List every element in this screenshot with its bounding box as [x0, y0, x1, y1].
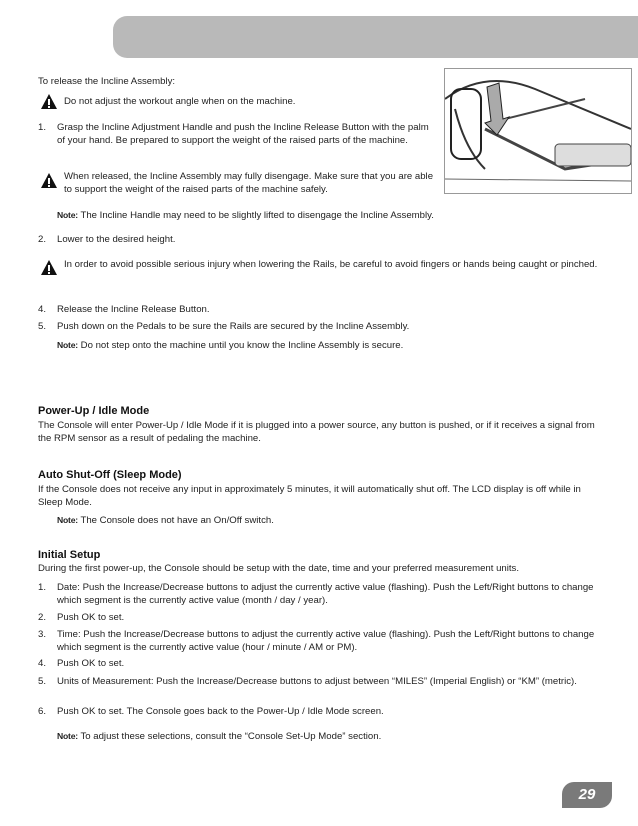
section-heading-initial-setup: Initial Setup	[38, 549, 101, 561]
note-2	[57, 339, 597, 353]
warning-text-3: In order to avoid possible serious injury when lowering the Rails, be careful to avoid fingers or hands being caught or pinched.	[64, 259, 598, 270]
list-item-text: Units of Measurement: Push the Increase/Decrease buttons to adjust between “MILES” (Imperial English) or “KM” (metric).	[57, 676, 577, 687]
note-text: The Console does not have an On/Off switch.	[80, 515, 274, 526]
section-heading-power-up: Power-Up / Idle Mode	[38, 405, 150, 417]
list-item-text: Date: Push the Increase/Decrease buttons to adjust the currently active value (flashing). Push the Left/Right buttons to change which segment is the currently active value (month / day / year).	[57, 582, 594, 606]
step-text: Grasp the Incline Adjustment Handle and push the Incline Release Button with the palm of your hand. Be prepared to support the weight of the raised parts of the machine.	[57, 122, 429, 146]
list-item-text: Push OK to set.	[57, 612, 125, 623]
warning-text-1: Do not adjust the workout angle when on the machine.	[64, 96, 296, 107]
list-item-text: Push OK to set.	[57, 658, 125, 669]
setup-note	[57, 730, 597, 744]
list-item-text: Push OK to set. The Console goes back to the Power-Up / Idle Mode screen.	[57, 706, 384, 717]
step-text: Lower to the desired height.	[57, 234, 176, 245]
note-1	[57, 209, 577, 223]
note-text: Do not step onto the machine until you know the Incline Assembly is secure.	[80, 340, 404, 351]
step-number: 5.	[38, 321, 47, 332]
list-item-text: Time: Push the Increase/Decrease buttons to adjust the currently active value (flashing). Push the Left/Right buttons to change which segment is the currently active value (hour / minute / AM or PM).	[57, 629, 595, 653]
note-text: The Incline Handle may need to be slightly lifted to disengage the Incline Assembly.	[80, 210, 434, 221]
list-item-number: 6.	[38, 706, 47, 717]
list-item-number: 1.	[38, 582, 47, 593]
incline-assembly-illustration	[444, 68, 632, 194]
step-number: 1.	[38, 122, 47, 133]
step-text: Release the Incline Release Button.	[57, 304, 210, 315]
list-item-number: 5.	[38, 676, 47, 687]
note-label: Note:	[57, 210, 78, 220]
note-label: Note:	[57, 340, 78, 350]
step-number: 4.	[38, 304, 47, 315]
step-number: 2.	[38, 234, 47, 245]
note-label: Note:	[57, 731, 78, 741]
warning-icon	[40, 172, 58, 189]
note-label: Note:	[57, 515, 78, 525]
setup-intro: During the first power-up, the Console should be setup with the date, time and your preferred measurement units.	[38, 563, 520, 574]
note-text: To adjust these selections, consult the “Console Set-Up Mode” section.	[80, 731, 382, 742]
list-item-number: 4.	[38, 658, 47, 669]
warning-icon	[40, 93, 58, 110]
warning-text-2: When released, the Incline Assembly may fully disengage. Make sure that you are able to support the weight of the raised parts of the machine safely.	[64, 171, 434, 195]
power-up-body: The Console will enter Power-Up / Idle Mode if it is plugged into a power source, any button is pushed, or if it receives a signal from the RPM sensor as a result of pedaling the machine.	[38, 420, 595, 444]
step-text: Push down on the Pedals to be sure the Rails are secured by the Incline Assembly.	[57, 321, 410, 332]
warning-icon	[40, 259, 58, 276]
header-bar	[113, 16, 638, 58]
section-heading-auto-shut-off: Auto Shut-Off (Sleep Mode)	[38, 469, 182, 481]
page-number-badge: 29	[562, 782, 612, 808]
list-item-number: 2.	[38, 612, 47, 623]
list-item-number: 3.	[38, 629, 47, 640]
auto-shut-off-body: If the Console does not receive any input in approximately 5 minutes, it will automatically shut off. The LCD display is off while in Sleep Mode.	[38, 484, 581, 508]
auto-note	[57, 514, 597, 528]
intro-text: To release the Incline Assembly:	[38, 76, 176, 87]
